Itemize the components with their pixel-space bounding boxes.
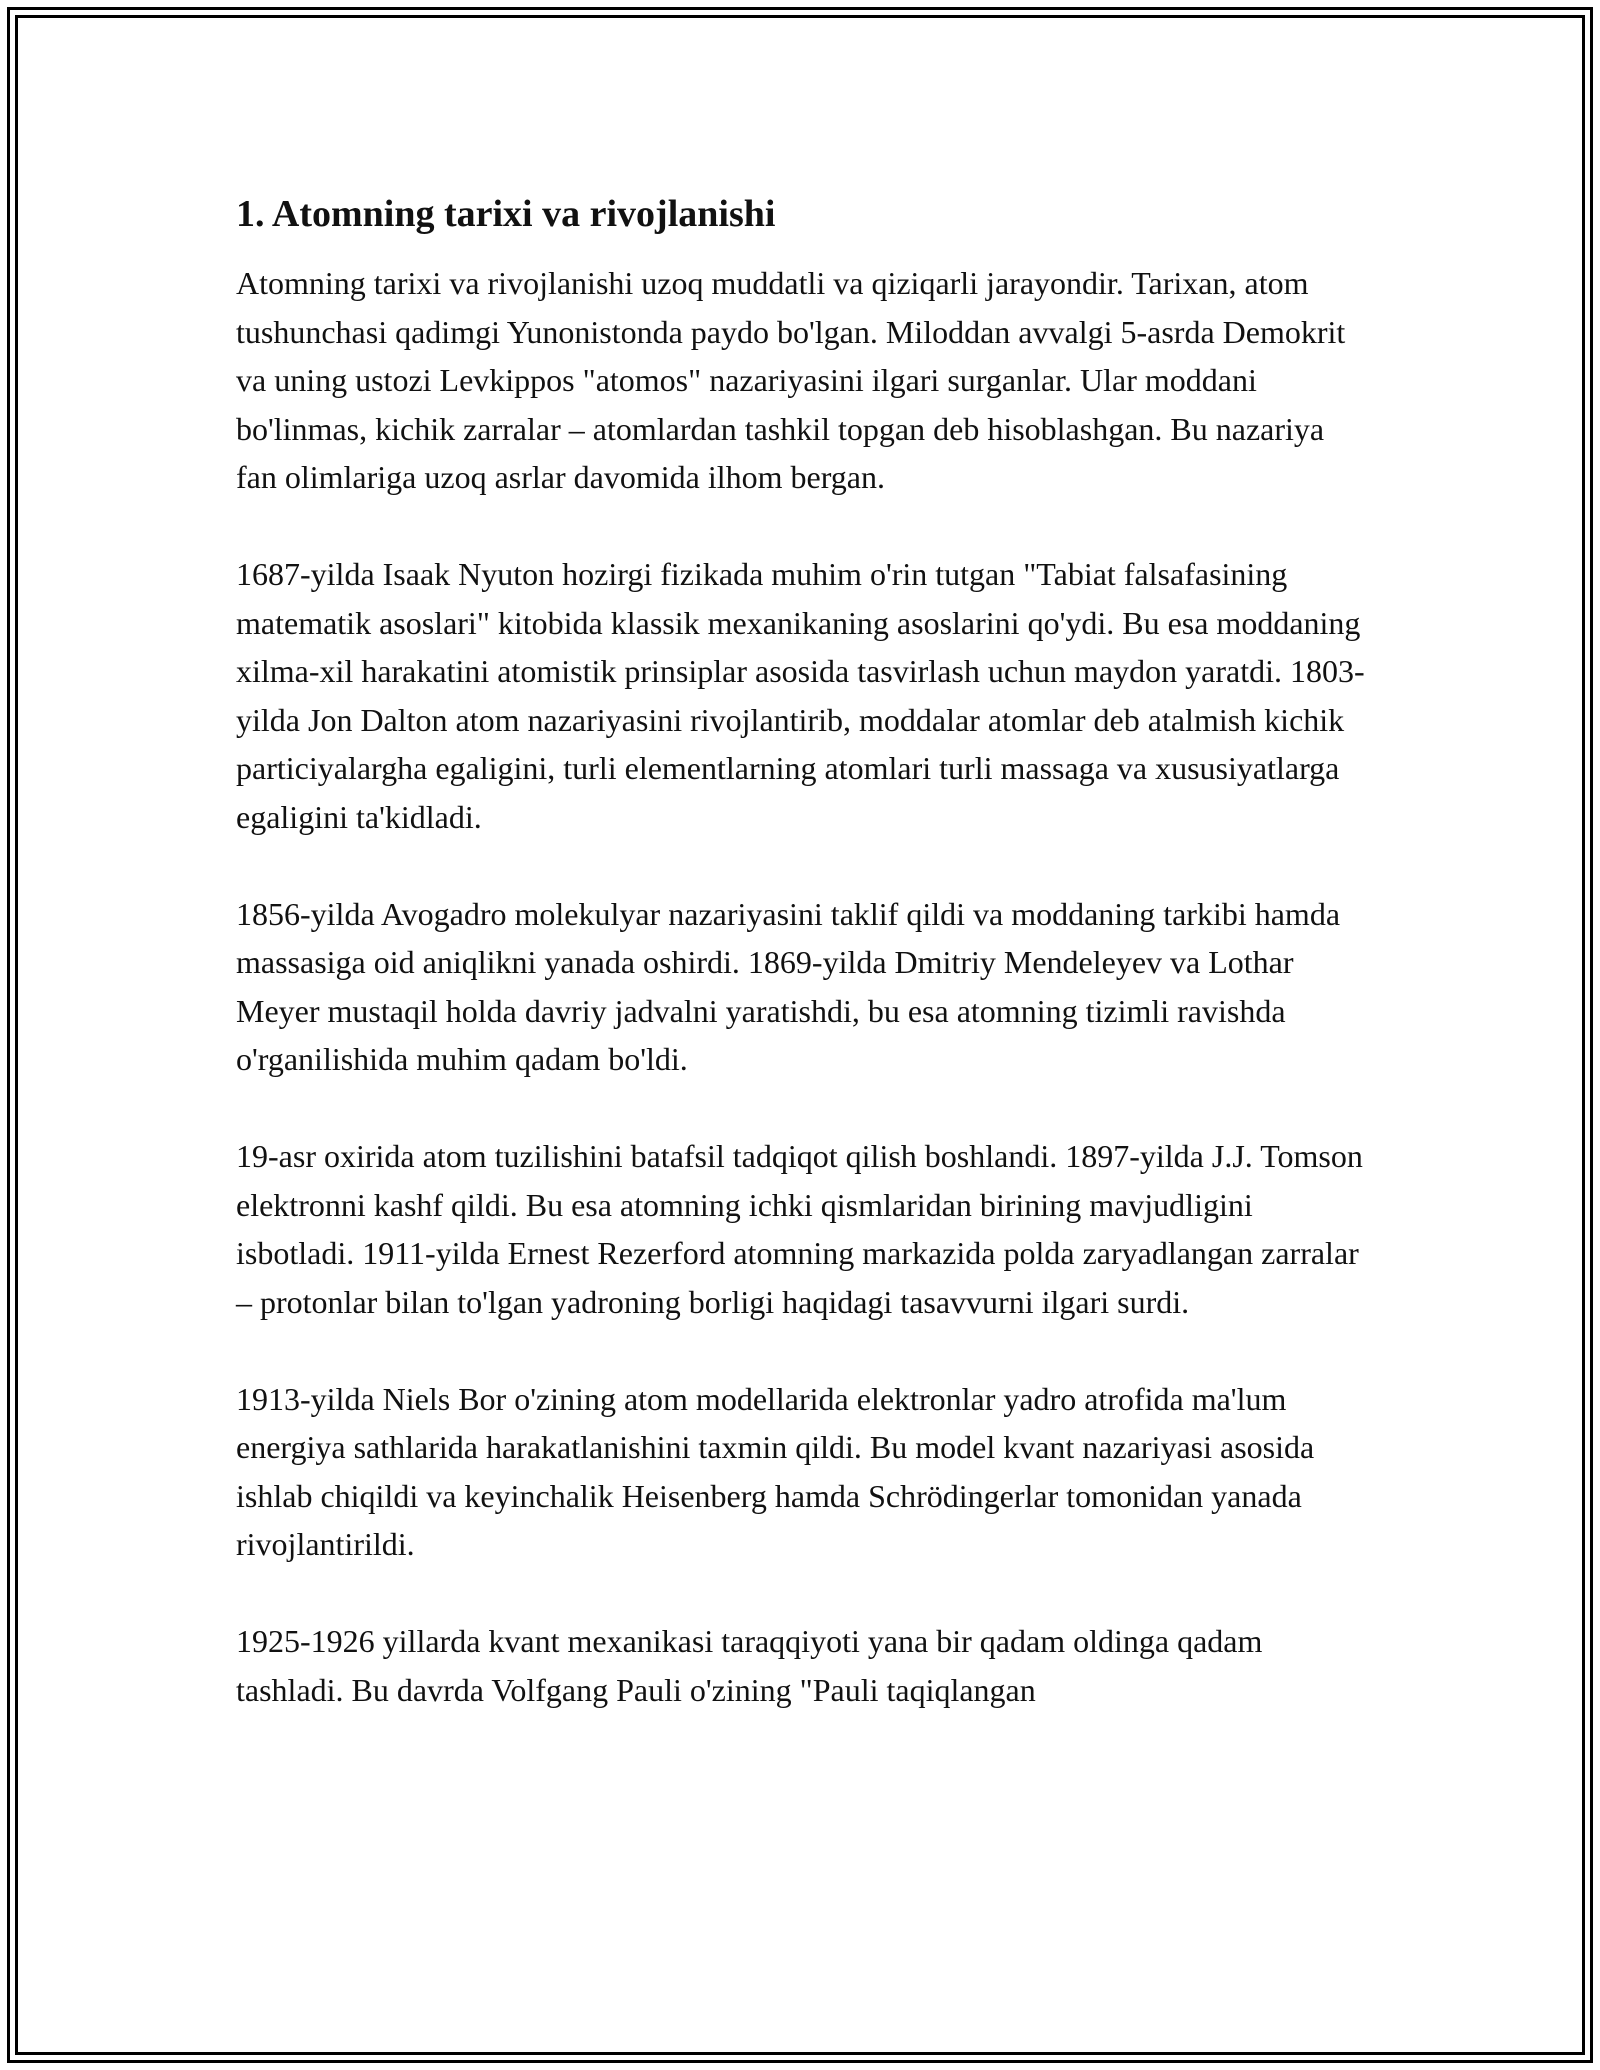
section-title: 1. Atomning tarixi va rivojlanishi <box>236 193 776 235</box>
paragraph-2: 1687-yilda Isaak Nyuton hozirgi fizikada muhim o'rin tutgan "Tabiat falsafasining matematik asoslari" kitobida klassik mexanikaning asoslarini qo'ydi. Bu esa moddaning xilma-xil harakatini atomistik prinsiplar asosida tasvirlash uchun maydon yaratdi. 1803-yilda Jon Dalton atom nazariyasini rivojlantirib, moddalar atomlar deb atalmish kichik particiyalargha egaligini, turli elementlarning atomlari turli massaga va xususiyatlarga egaligini ta'kidladi. <box>236 556 1365 835</box>
paragraph-6: 1925-1926 yillarda kvant mexanikasi taraqqiyoti yana bir qadam oldinga qadam tashladi. Bu davrda Volfgang Pauli o'zining "Pauli taqiqlangan <box>236 1623 1263 1708</box>
paragraph-4: 19-asr oxirida atom tuzilishini batafsil tadqiqot qilish boshlandi. 1897-yilda J.J. Tomson elektronni kashf qildi. Bu esa atomning ichki qismlaridan birining mavjudligini isbotladi. 1911-yilda Ernest Rezerford atomning markazida polda zaryadlangan zarralar – protonlar bilan to'lgan yadroning borligi haqidagi tasavvurni ilgari surdi. <box>236 1138 1363 1320</box>
paragraph-3: 1856-yilda Avogadro molekulyar nazariyasini taklif qildi va moddaning tarkibi hamda massasiga oid aniqlikni yanada oshirdi. 1869-yilda Dmitriy Mendeleyev va Lothar Meyer mustaqil holda davriy jadvalni yaratishdi, bu esa atomning tizimli ravishda o'rganilishida muhim qadam bo'ldi. <box>236 895 1341 1077</box>
document-body <box>236 188 1366 1763</box>
paragraph-1: Atomning tarixi va rivojlanishi uzoq muddatli va qiziqarli jarayondir. Tarixan, atom tushunchasi qadimgi Yunonistonda paydo bo'lgan. Miloddan avvalgi 5-asrda Demokrit va uning ustozi Levkippos "atomos" nazariyasini ilgari surganlar. Ular moddani bo'linmas, kichik zarralar – atomlardan tashkil topgan deb hisoblashgan. Bu nazariya fan olimlariga uzoq asrlar davomida ilhom bergan. <box>236 265 1346 495</box>
paragraph-5: 1913-yilda Niels Bor o'zining atom modellarida elektronlar yadro atrofida ma'lum energiya sathlarida harakatlanishini taxmin qildi. Bu model kvant nazariyasi asosida ishlab chiqildi va keyinchalik Heisenberg hamda Schrödingerlar tomonidan yanada rivojlantirildi. <box>236 1380 1315 1562</box>
